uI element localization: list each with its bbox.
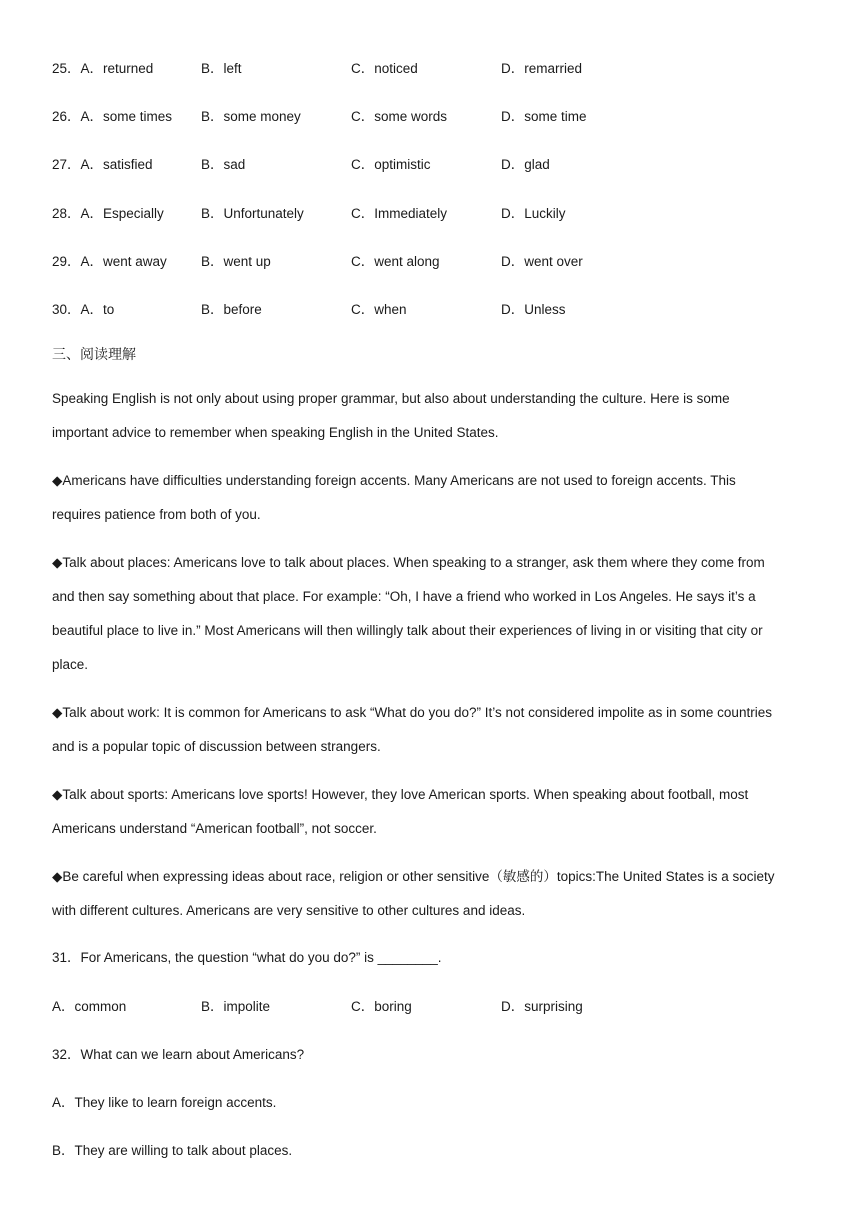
option-d: D．Luckily	[501, 206, 566, 221]
passage-line: and is a popular topic of discussion between strangers.	[52, 739, 381, 754]
passage-line: beautiful place to live in.” Most Americans will then willingly talk about their experiences of living in or visiting that city or	[52, 623, 763, 638]
passage-line: ◆Be careful when expressing ideas about race, religion or other sensitive（敏感的）topics:The United States is a society	[52, 869, 775, 884]
option-d: D．remarried	[501, 61, 583, 76]
option-b: B．left	[201, 61, 242, 76]
passage-line: ◆Talk about work: It is common for Americans to ask “What do you do?” It’s not considered impolite as in some countries	[52, 705, 772, 720]
passage-line: Speaking English is not only about using proper grammar, but also about understanding the culture. Here is some	[52, 391, 730, 406]
option-c: C．boring	[351, 999, 412, 1014]
option-a: A．common	[52, 999, 127, 1014]
option-c: C．some words	[351, 109, 448, 124]
option-c: C．Immediately	[351, 206, 448, 221]
question-31-stem: 31．For Americans, the question “what do you do?” is ________.	[52, 950, 442, 965]
option-b: B．Unfortunately	[201, 206, 304, 221]
question-32-option-b: B．They are willing to talk about places.	[52, 1143, 293, 1158]
passage-line: requires patience from both of you.	[52, 507, 261, 522]
section-title: 三、阅读理解	[52, 347, 136, 363]
option-a: 30．A．to	[52, 302, 115, 317]
option-d: D．glad	[501, 157, 550, 172]
option-a: 26．A．some times	[52, 109, 173, 124]
option-d: D．surprising	[501, 999, 583, 1014]
option-c: C．when	[351, 302, 407, 317]
option-a: 27．A．satisfied	[52, 157, 153, 172]
passage-sensitive-topics-paragraph	[52, 860, 812, 928]
passage-line: and then say something about that place. For example: “Oh, I have a friend who worked in Los Angeles. He says it’s a	[52, 589, 756, 604]
question-32-option-a: A．They like to learn foreign accents.	[52, 1095, 277, 1110]
passage-line: ◆Talk about places: Americans love to talk about places. When speaking to a stranger, ask them where they come from	[52, 555, 765, 570]
option-a: 25．A．returned	[52, 61, 154, 76]
passage-line: with different cultures. Americans are very sensitive to other cultures and ideas.	[52, 903, 526, 918]
passage-line: place.	[52, 657, 89, 672]
option-c: C．went along	[351, 254, 440, 269]
passage-line: ◆Americans have difficulties understanding foreign accents. Many Americans are not used to foreign accents. This	[52, 473, 736, 488]
option-a: 29．A．went away	[52, 254, 167, 269]
option-b: B．impolite	[201, 999, 271, 1014]
option-d: D．some time	[501, 109, 587, 124]
option-d: D．Unless	[501, 302, 566, 317]
option-b: B．sad	[201, 157, 246, 172]
option-c: C．noticed	[351, 61, 418, 76]
option-a: 28．A．Especially	[52, 206, 164, 221]
passage-places-paragraph	[52, 546, 812, 682]
option-b: B．some money	[201, 109, 301, 124]
passage-intro-paragraph	[52, 382, 812, 450]
option-b: B．before	[201, 302, 262, 317]
passage-line: important advice to remember when speaking English in the United States.	[52, 425, 499, 440]
question-32-stem: 32．What can we learn about Americans?	[52, 1047, 305, 1062]
passage-work-paragraph	[52, 696, 812, 764]
passage-line: ◆Talk about sports: Americans love sports! However, they love American sports. When speaking about football, most	[52, 787, 749, 802]
option-c: C．optimistic	[351, 157, 431, 172]
option-b: B．went up	[201, 254, 271, 269]
passage-line: Americans understand “American football”, not soccer.	[52, 821, 377, 836]
passage-sports-paragraph	[52, 778, 812, 846]
option-d: D．went over	[501, 254, 583, 269]
passage-accents-paragraph	[52, 464, 812, 532]
